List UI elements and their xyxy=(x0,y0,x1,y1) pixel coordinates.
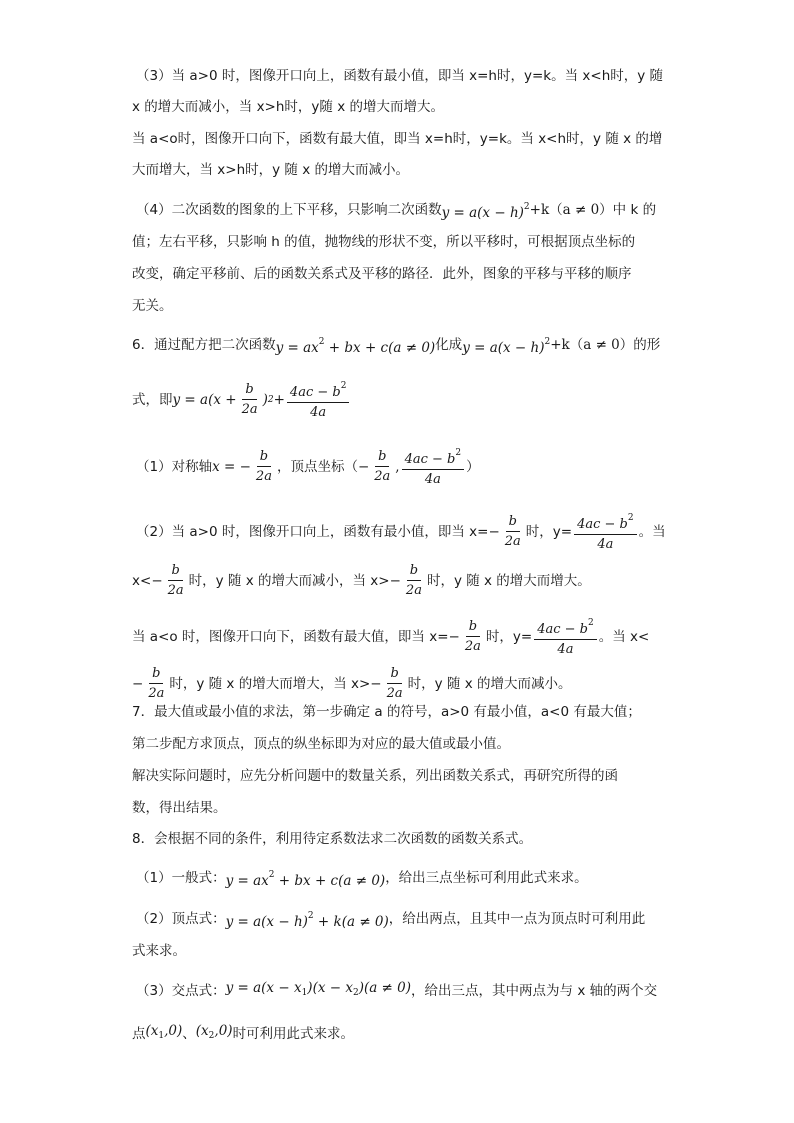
text-line: x 的增大而减小，当 x>h时，y随 x 的增大而增大。 xyxy=(132,99,444,115)
fraction: $\frac{b}{2a}$ xyxy=(504,514,521,549)
text-line: 解决实际问题时，应先分析问题中的数量关系，列出函数关系式，再研究所得的函 xyxy=(132,768,618,784)
fraction: $\frac{4ac - b^2}{4a}$ xyxy=(574,510,637,553)
fraction: $\frac{b}{2a}$ xyxy=(148,666,165,701)
fraction: $\frac{b}{2a}$ xyxy=(241,382,258,417)
fraction: $\frac{4ac - b^2}{4a}$ xyxy=(402,445,465,488)
text-line: 第二步配方求顶点，顶点的纵坐标即为对应的最大值或最小值。 xyxy=(132,736,510,752)
text-line: x< − $\frac{b}{2a}$ 时，y 随 x 的增大而减小，当 x> − $\frac{b}{2a}$ 时，y 随 x 的增大而增大。 xyxy=(132,563,591,598)
text-line: 点 $(x_1,0)$ 、 $(x_2,0)$ 时可利用此式来求。 xyxy=(132,1021,672,1046)
fraction: $\frac{b}{2a}$ xyxy=(464,619,481,654)
text-line: （3）当 a>0 时，图像开口向上，函数有最小值，即当 x=h时，y=k。当 x<h时，y 随 xyxy=(136,68,664,84)
fraction: $\frac{b}{2a}$ xyxy=(167,563,184,598)
fraction: $\frac{4ac - b^2}{4a}$ xyxy=(534,615,597,658)
fraction: $\frac{b}{2a}$ xyxy=(386,666,403,701)
text-line: （3）交点式： $y = a(x - x_1)(x - x_2)(a \ne 0)$ ，给出三点，其中两点为与 x 轴的两个交 xyxy=(136,978,676,1003)
formula-intercept-form: $y = a(x - x_1)(x - x_2)(a \ne 0)$ xyxy=(225,980,412,998)
text-line: − $\frac{b}{2a}$ 时，y 随 x 的增大而增大，当 x> − $\frac{b}{2a}$ 时，y 随 x 的增大而减小。 xyxy=(132,666,572,701)
text-line: （2）顶点式： $y = a(x - h)^2 + k(a \ne 0)$ ，给出两点，且其中一点为顶点时可利用此 xyxy=(136,906,676,932)
text-line: （1）一般式： $y = ax^2$ + bx + c(a ≠ 0) ，给出三点坐标可利用此式来求。 xyxy=(136,865,676,891)
point-x1: $(x_1,0)$ xyxy=(145,1023,183,1041)
fraction: $\frac{4ac - b^2}{4a}$ xyxy=(287,378,350,421)
fraction: $\frac{b}{2a}$ xyxy=(405,563,422,598)
text-line: 当 a<o 时，图像开口向下，函数有最大值，即当 x= − $\frac{b}{2a}$ 时，y= $\frac{4ac - b^2}{4a}$ 。当 x< xyxy=(132,615,672,658)
point-x2: $(x_2,0)$ xyxy=(195,1023,233,1041)
text-line: 当 a<o时，图像开口向下，函数有最大值，即当 x=h时，y=k。当 x<h时，y 随 x 的增 xyxy=(132,131,663,147)
text-line: （1）对称轴 x = − $\frac{b}{2a}$ ，顶点坐标（ − $\frac{b}{2a}$ , $\frac{4ac - b^2}{4a}$ ） xyxy=(136,445,676,488)
text-line: 7．最大值或最小值的求法，第一步确定 a 的符号，a>0 有最小值，a<0 有最大值； xyxy=(132,704,641,720)
formula-general-form: $y = ax^2$ + bx + c(a ≠ 0) xyxy=(225,870,386,889)
fraction: $\frac{b}{2a}$ xyxy=(374,449,391,484)
text-line: 6．通过配方把二次函数 $y = ax^2$ + bx + c(a ≠ 0) 化成 $y = a(x - h)^2$ +k（a ≠ 0） 的形 xyxy=(132,332,672,358)
text-line: 大而增大，当 x>h时，y 随 x 的增大而减小。 xyxy=(132,162,409,178)
text-line: （2）当 a>0 时，图像开口向上，函数有最小值，即当 x= − $\frac{b}{2a}$ 时，y= $\frac{4ac - b^2}{4a}$ 。当 xyxy=(136,510,676,553)
formula-general: $y = ax^2$ + bx + c(a ≠ 0) xyxy=(275,337,436,356)
text-line: 式来求。 xyxy=(132,943,186,959)
text-line: 值；左右平移，只影响 h 的值，抛物线的形状不变，所以平移时，可根据顶点坐标的 xyxy=(132,234,636,250)
text-line: （4）二次函数的图象的上下平移，只影响二次函数 $y = a(x - h)^2$ +k（a ≠ 0） 中 k 的 xyxy=(136,197,676,223)
fraction: $\frac{b}{2a}$ xyxy=(255,449,272,484)
text-line: 数，得出结果。 xyxy=(132,800,227,816)
formula-vertex-form: $y = a(x - h)^2$ xyxy=(441,202,530,221)
text-line: 式，即 y = a(x + $\frac{b}{2a}$ ) 2 + $\frac{4ac - b^2}{4a}$ xyxy=(132,378,672,421)
formula-vertex-form-2: $y = a(x - h)^2 + k(a \ne 0)$ xyxy=(225,911,389,930)
text-line: 无关。 xyxy=(132,298,173,314)
text-line: 改变，确定平移前、后的函数关系式及平移的路径．此外，图象的平移与平移的顺序 xyxy=(132,266,632,282)
text-line: 8．会根据不同的条件，利用待定系数法求二次函数的函数关系式。 xyxy=(132,831,533,847)
formula-vertex-form: $y = a(x - h)^2$ xyxy=(462,337,551,356)
